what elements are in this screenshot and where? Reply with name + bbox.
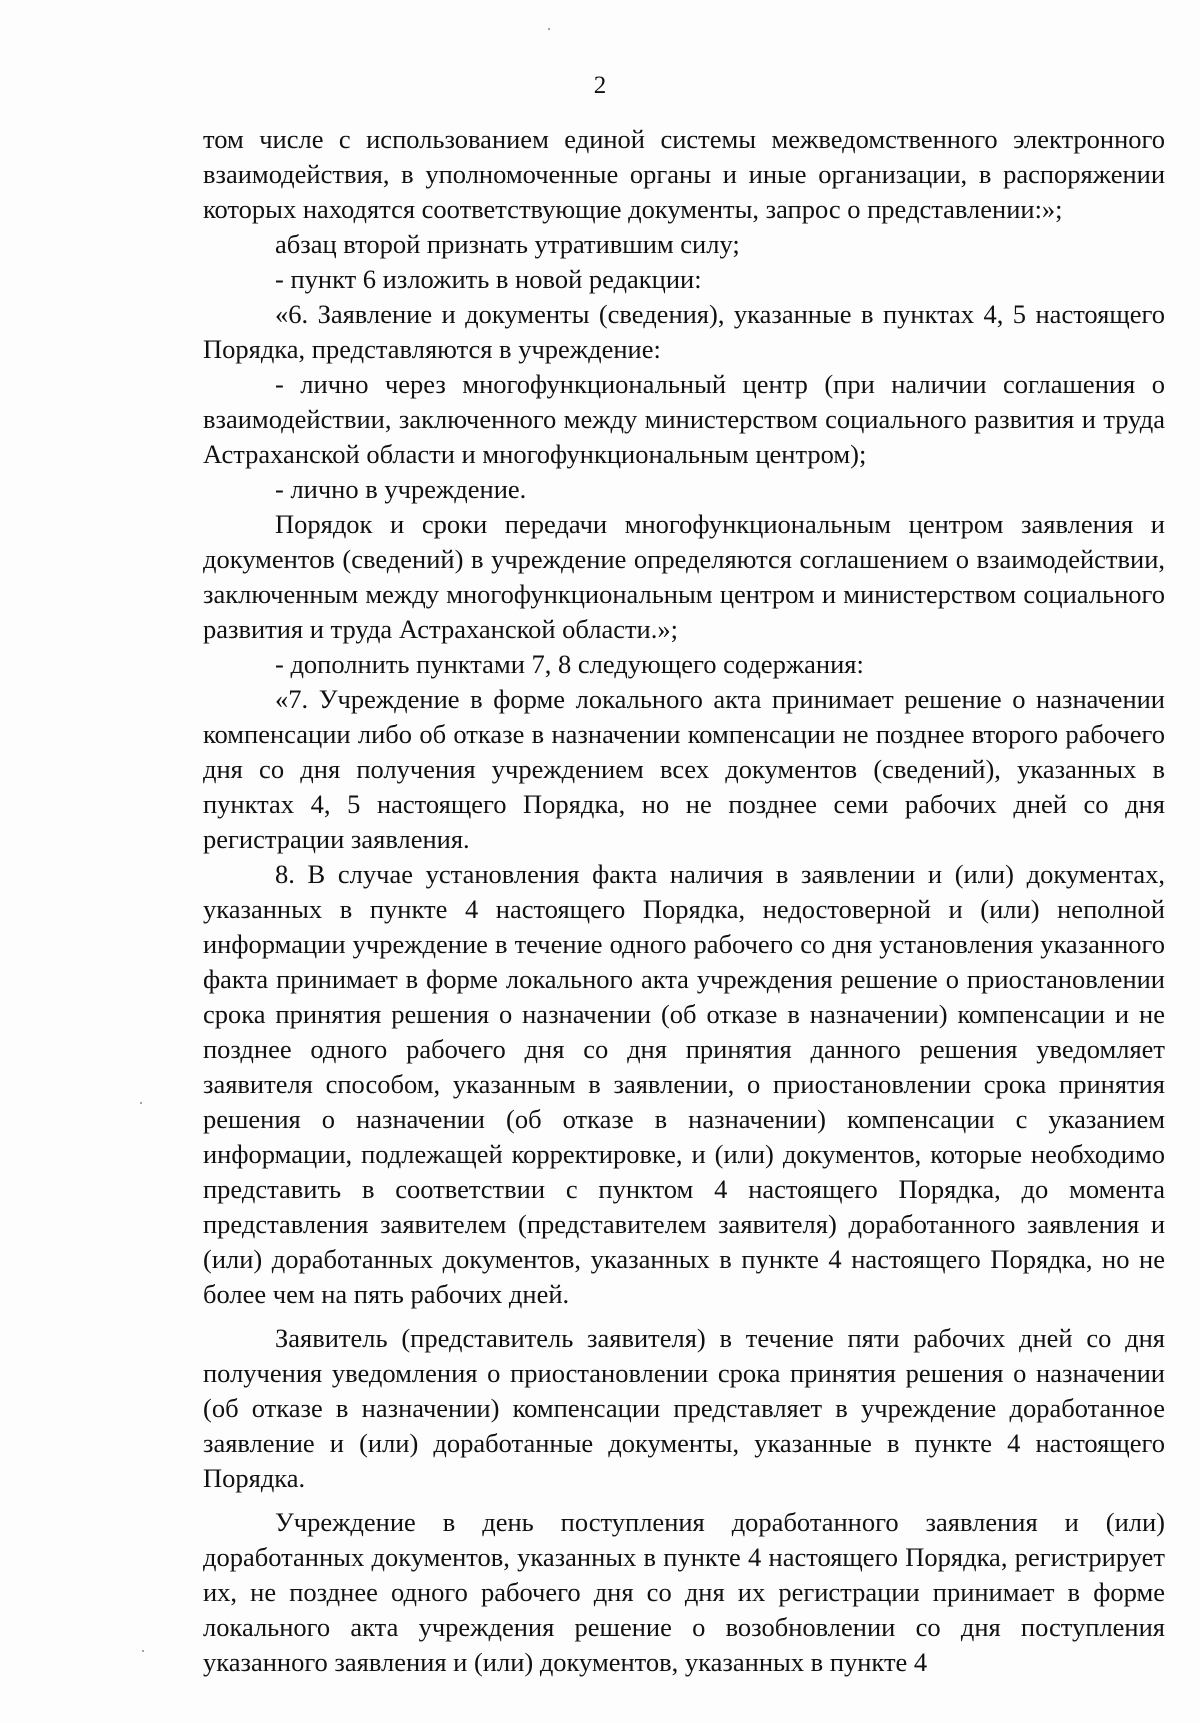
document-body: [203, 122, 1165, 1680]
scan-speck: [142, 1650, 144, 1652]
paragraph: - пункт 6 изложить в новой редакции:: [275, 264, 702, 294]
paragraph: - лично в учреждение.: [275, 474, 527, 504]
scan-speck: [140, 1102, 142, 1104]
paragraph: Порядок и сроки передачи многофункциональным центром заявления и документов (сведений) в учреждение определяются соглашением о взаимодействии, заключенным между многофункциональным центром и министерством социального развития и труда Астраханской области.»;: [203, 509, 1165, 644]
paragraph: Учреждение в день поступления доработанного заявления и (или) доработанных документов, указанных в пункте 4 настоящего Порядка, регистрирует их, не позднее одного рабочего дня со дня их регистрации принимает в форме локального акта учреждения решение о возобновлении со дня поступления указанного заявления и (или) документов, указанных в пункте 4: [203, 1507, 1165, 1677]
paragraph: «6. Заявление и документы (сведения), указанные в пунктах 4, 5 настоящего Порядка, представляются в учреждение:: [203, 299, 1165, 364]
paragraph: - дополнить пунктами 7, 8 следующего содержания:: [275, 649, 864, 679]
paragraph: том числе с использованием единой системы межведомственного электронного взаимодействия, в уполномоченные органы и иные организации, в распоряжении которых находятся соответствующие документы, запрос о представлении:»;: [203, 124, 1165, 224]
paragraph: «7. Учреждение в форме локального акта принимает решение о назначении компенсации либо об отказе в назначении компенсации не позднее второго рабочего дня со дня получения учреждением всех документов (сведений), указанных в пунктах 4, 5 настоящего Порядка, но не позднее семи рабочих дней со дня регистрации заявления.: [203, 684, 1165, 854]
scan-speck: [548, 28, 550, 30]
paragraph: Заявитель (представитель заявителя) в течение пяти рабочих дней со дня получения уведомления о приостановлении срока принятия решения о назначении (об отказе в назначении) компенсации представляет в учреждение доработанное заявление и (или) доработанные документы, указанные в пункте 4 настоящего Порядка.: [203, 1323, 1165, 1493]
page-number: 2: [593, 72, 607, 99]
paragraph: - лично через многофункциональный центр (при наличии соглашения о взаимодействии, заключенного между министерством социального развития и труда Астраханской области и многофункциональным центром);: [203, 369, 1165, 469]
paragraph: 8. В случае установления факта наличия в заявлении и (или) документах, указанных в пункте 4 настоящего Порядка, недостоверной и (или) неполной информации учреждение в течение одного рабочего со дня установления указанного факта принимает в форме локального акта учреждения решение о приостановлении срока принятия решения о назначении (об отказе в назначении) компенсации и не позднее одного рабочего дня со дня принятия данного решения уведомляет заявителя способом, указанным в заявлении, о приостановлении срока принятия решения о назначении (об отказе в назначении) компенсации с указанием информации, подлежащей корректировке, и (или) документов, которые необходимо представить в соответствии с пунктом 4 настоящего Порядка, до момента представления заявителем (представителем заявителя) доработанного заявления и (или) доработанных документов, указанных в пункте 4 настоящего Порядка, но не более чем на пять рабочих дней.: [203, 859, 1165, 1309]
paragraph: абзац второй признать утратившим силу;: [275, 229, 740, 259]
